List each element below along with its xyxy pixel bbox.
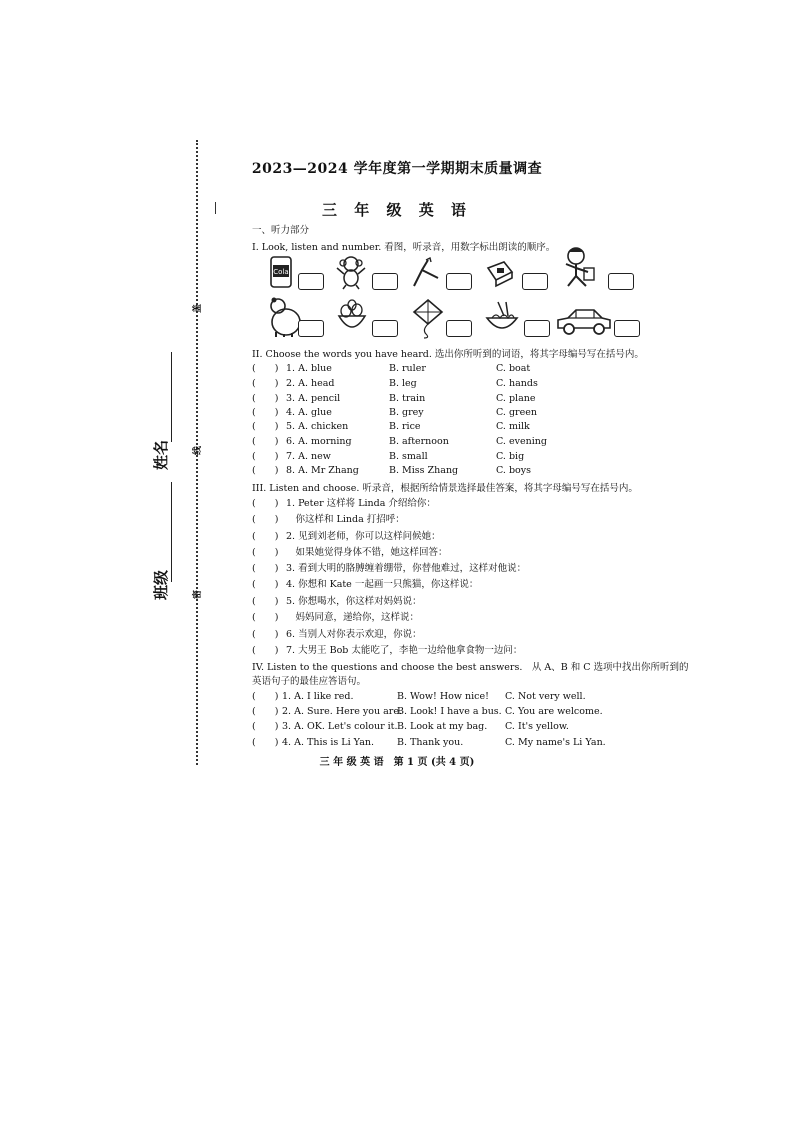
option-a: 5. A. chicken <box>286 421 349 432</box>
part4-instruction-line2: 英语句子的最佳应答语句。 <box>252 676 367 687</box>
answer-paren[interactable]: ( ) <box>252 596 279 607</box>
answer-paren[interactable]: ( ) <box>252 691 279 702</box>
answer-paren[interactable]: ( ) <box>252 645 279 656</box>
kite-icon <box>410 298 444 338</box>
option-b: B. small <box>389 451 428 462</box>
option-a: 3. A. OK. Let's colour it. <box>282 721 398 732</box>
question-text: 3. 看到大明的胳膊缠着绷带，你替他难过，这样对他说： <box>286 563 527 574</box>
option-c: C. evening <box>496 436 547 447</box>
answer-paren[interactable]: ( ) <box>252 451 279 462</box>
answer-paren[interactable]: ( ) <box>252 514 279 525</box>
name-label: 姓名 <box>152 439 170 470</box>
boy-icon <box>558 246 598 288</box>
answer-box-4[interactable] <box>522 273 548 290</box>
option-b: B. ruler <box>389 363 426 374</box>
option-a: 2. A. Sure. Here you are. <box>282 706 402 717</box>
answer-box-5[interactable] <box>608 273 634 290</box>
question-text: 4. 你想和 Kate 一起画一只熊猫，你这样说： <box>286 579 479 590</box>
question-text: 你这样和 Linda 打招呼： <box>286 514 405 525</box>
answer-box-10[interactable] <box>614 320 640 337</box>
answer-paren[interactable]: ( ) <box>252 547 279 558</box>
option-c: C. boat <box>496 363 531 374</box>
exam-title: 2023—2024 学年度第一学期期末质量调查 <box>251 161 543 177</box>
eggs-icon <box>336 300 368 334</box>
question-text: 妈妈同意，递给你，这样说： <box>286 612 420 623</box>
answer-paren[interactable]: ( ) <box>252 706 279 717</box>
option-c: C. milk <box>496 421 530 432</box>
option-a: 8. A. Mr Zhang <box>286 465 359 476</box>
option-b: B. Wow! How nice! <box>397 691 489 702</box>
question-text: 如果她觉得身体不错，她这样回答： <box>286 547 448 558</box>
answer-paren[interactable]: ( ) <box>252 407 279 418</box>
option-c: C. green <box>496 407 537 418</box>
answer-paren[interactable]: ( ) <box>252 721 279 732</box>
question-text: 7. 大男王 Bob 太能吃了，李艳一边给他拿食物一边问： <box>286 645 523 656</box>
answer-box-7[interactable] <box>372 320 398 337</box>
question-text: 1. Peter 这样将 Linda 介绍给你： <box>286 498 436 509</box>
part4-instruction-line1: IV. Listen to the questions and choose the best answers. 从 A、B 和 C 选项中找出你所听到的 <box>252 662 689 673</box>
option-b: B. Thank you. <box>397 737 464 748</box>
answer-paren[interactable]: ( ) <box>252 531 279 542</box>
option-a: 4. A. This is Li Yan. <box>282 737 375 748</box>
answer-paren[interactable]: ( ) <box>252 465 279 476</box>
option-b: B. train <box>389 393 426 404</box>
question-text: 2. 见到刘老师，你可以这样问候她： <box>286 531 441 542</box>
cola-icon <box>268 255 294 289</box>
section-heading: 一、听力部分 <box>252 225 310 236</box>
answer-paren[interactable]: ( ) <box>252 579 279 590</box>
name-blank-line[interactable] <box>171 352 172 442</box>
class-blank-line[interactable] <box>171 482 172 582</box>
option-a: 6. A. morning <box>286 436 352 447</box>
seal-char-2: 密 <box>193 589 204 600</box>
option-a: 2. A. head <box>286 378 335 389</box>
answer-box-3[interactable] <box>446 273 472 290</box>
option-c: C. big <box>496 451 525 462</box>
exam-subtitle: 三 年 级 英 语 <box>322 201 472 219</box>
answer-box-9[interactable] <box>524 320 550 337</box>
option-b: B. Look at my bag. <box>397 721 488 732</box>
car-icon <box>554 304 614 338</box>
option-b: B. Look! I have a bus. <box>397 706 502 717</box>
option-b: B. afternoon <box>389 436 449 447</box>
question-text: 5. 你想喝水，你这样对妈妈说： <box>286 596 422 607</box>
option-c: C. Not very well. <box>505 691 586 702</box>
option-b: B. Miss Zhang <box>389 465 459 476</box>
answer-paren[interactable]: ( ) <box>252 378 279 389</box>
option-a: 7. A. new <box>286 451 331 462</box>
option-c: C. boys <box>496 465 532 476</box>
answer-paren[interactable]: ( ) <box>252 421 279 432</box>
option-a: 4. A. glue <box>286 407 332 418</box>
pencil-sharpener-icon <box>484 258 516 288</box>
answer-paren[interactable]: ( ) <box>252 737 279 748</box>
option-c: C. My name's Li Yan. <box>505 737 606 748</box>
option-b: B. leg <box>389 378 417 389</box>
monkey-icon <box>334 254 368 290</box>
option-a: 3. A. pencil <box>286 393 341 404</box>
option-a: 1. A. blue <box>286 363 332 374</box>
option-c: C. It's yellow. <box>505 721 569 732</box>
answer-box-8[interactable] <box>446 320 472 337</box>
option-a: 1. A. I like red. <box>282 691 354 702</box>
answer-box-6[interactable] <box>298 320 324 337</box>
option-b: B. grey <box>389 407 424 418</box>
option-c: C. plane <box>496 393 536 404</box>
question-text: 6. 当别人对你表示欢迎，你说： <box>286 629 422 640</box>
svg-text:Cola: Cola <box>273 268 289 276</box>
part3-instruction: III. Listen and choose. 听录音，根据所给情景选择最佳答案，将其字母编号写在括号内。 <box>252 483 638 494</box>
answer-paren[interactable]: ( ) <box>252 363 279 374</box>
option-b: B. rice <box>389 421 421 432</box>
answer-box-2[interactable] <box>372 273 398 290</box>
page-footer: 三 年 级 英 语 第 1 页 (共 4 页) <box>319 757 475 768</box>
option-c: C. hands <box>496 378 538 389</box>
seal-char-1: 盖 <box>193 303 204 314</box>
part2-instruction: II. Choose the words you have heard. 选出你所听到的词语，将其字母编号写在括号内。 <box>252 349 644 360</box>
answer-box-1[interactable] <box>298 273 324 290</box>
answer-paren[interactable]: ( ) <box>252 498 279 509</box>
answer-paren[interactable]: ( ) <box>252 393 279 404</box>
answer-paren[interactable]: ( ) <box>252 563 279 574</box>
part1-instruction: I. Look, listen and number. 看图，听录音，用数字标出朗读的顺序。 <box>252 242 556 253</box>
answer-paren[interactable]: ( ) <box>252 612 279 623</box>
class-label: 班级 <box>152 569 170 600</box>
option-c: C. You are welcome. <box>505 706 603 717</box>
answer-paren[interactable]: ( ) <box>252 436 279 447</box>
arm-icon <box>410 256 442 288</box>
noodles-icon <box>484 300 520 334</box>
answer-paren[interactable]: ( ) <box>252 629 279 640</box>
seal-char-3: 线 <box>193 445 204 456</box>
